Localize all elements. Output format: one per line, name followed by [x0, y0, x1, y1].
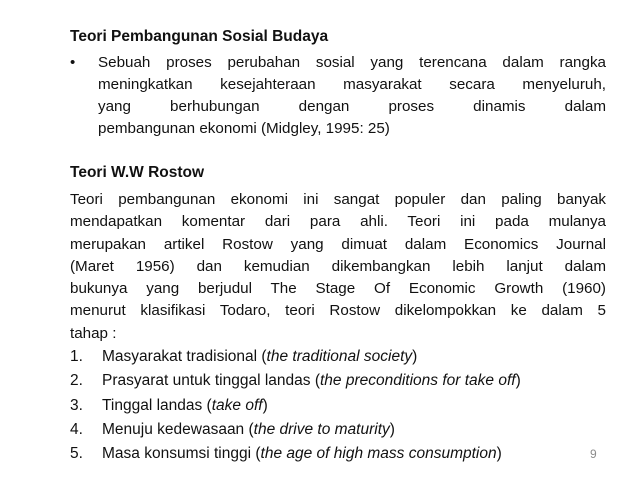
list-item: [70, 345, 610, 369]
paragraph-line: tahap :: [70, 324, 117, 342]
paragraph-line: merupakan artikel Rostow yang dimuat dalam Economics Journal: [70, 235, 606, 253]
rostow-paragraph: [70, 189, 606, 345]
list-item: [70, 394, 610, 418]
list-text: Masyarakat tradisional (the traditional society): [102, 348, 418, 365]
list-text: Menuju kedewasaan (the drive to maturity): [102, 420, 395, 438]
section-title-rostow: Teori W.W Rostow: [70, 164, 205, 181]
list-text: Masa konsumsi tinggi (the age of high mass consumption): [102, 445, 502, 463]
list-number: 1.: [70, 348, 83, 365]
list-item: [70, 418, 610, 442]
paragraph-line: mendapatkan komentar dari para ahli. Teori ini pada mulanya: [70, 213, 606, 231]
list-text: Prasyarat untuk tinggal landas (the preconditions for take off): [102, 372, 521, 390]
list-item: [70, 369, 610, 393]
bullet-line: meningkatkan kesejahteraan masyarakat secara menyeluruh,: [98, 76, 606, 93]
page-number: 9: [590, 447, 597, 461]
list-number: 3.: [70, 396, 83, 414]
bullet-text: [98, 52, 606, 140]
list-number: 2.: [70, 372, 83, 390]
list-item: [70, 442, 610, 466]
bullet-line: yang berhubungan dengan proses dinamis dalam: [98, 98, 606, 115]
paragraph-line: Teori pembangunan ekonomi ini sangat populer dan paling banyak: [70, 191, 606, 208]
bullet-line: pembangunan ekonomi (Midgley, 1995: 25): [98, 120, 390, 137]
paragraph-line: bukunya yang berjudul The Stage Of Economic Growth (1960): [70, 280, 606, 298]
paragraph-line: (Maret 1956) dan kemudian dikembangkan lebih lanjut dalam: [70, 257, 606, 275]
bullet-line: Sebuah proses perubahan sosial yang terencana dalam rangka: [98, 54, 606, 71]
section-title-sosial-budaya: Teori Pembangunan Sosial Budaya: [70, 28, 329, 45]
list-number: 5.: [70, 445, 83, 463]
paragraph-line: menurut klasifikasi Todaro, teori Rostow dikelompokkan ke dalam 5: [70, 302, 606, 320]
list-text: Tinggal landas (take off): [102, 396, 268, 414]
list-number: 4.: [70, 420, 83, 438]
stages-list: [70, 345, 610, 466]
bullet-mark: •: [70, 54, 76, 71]
